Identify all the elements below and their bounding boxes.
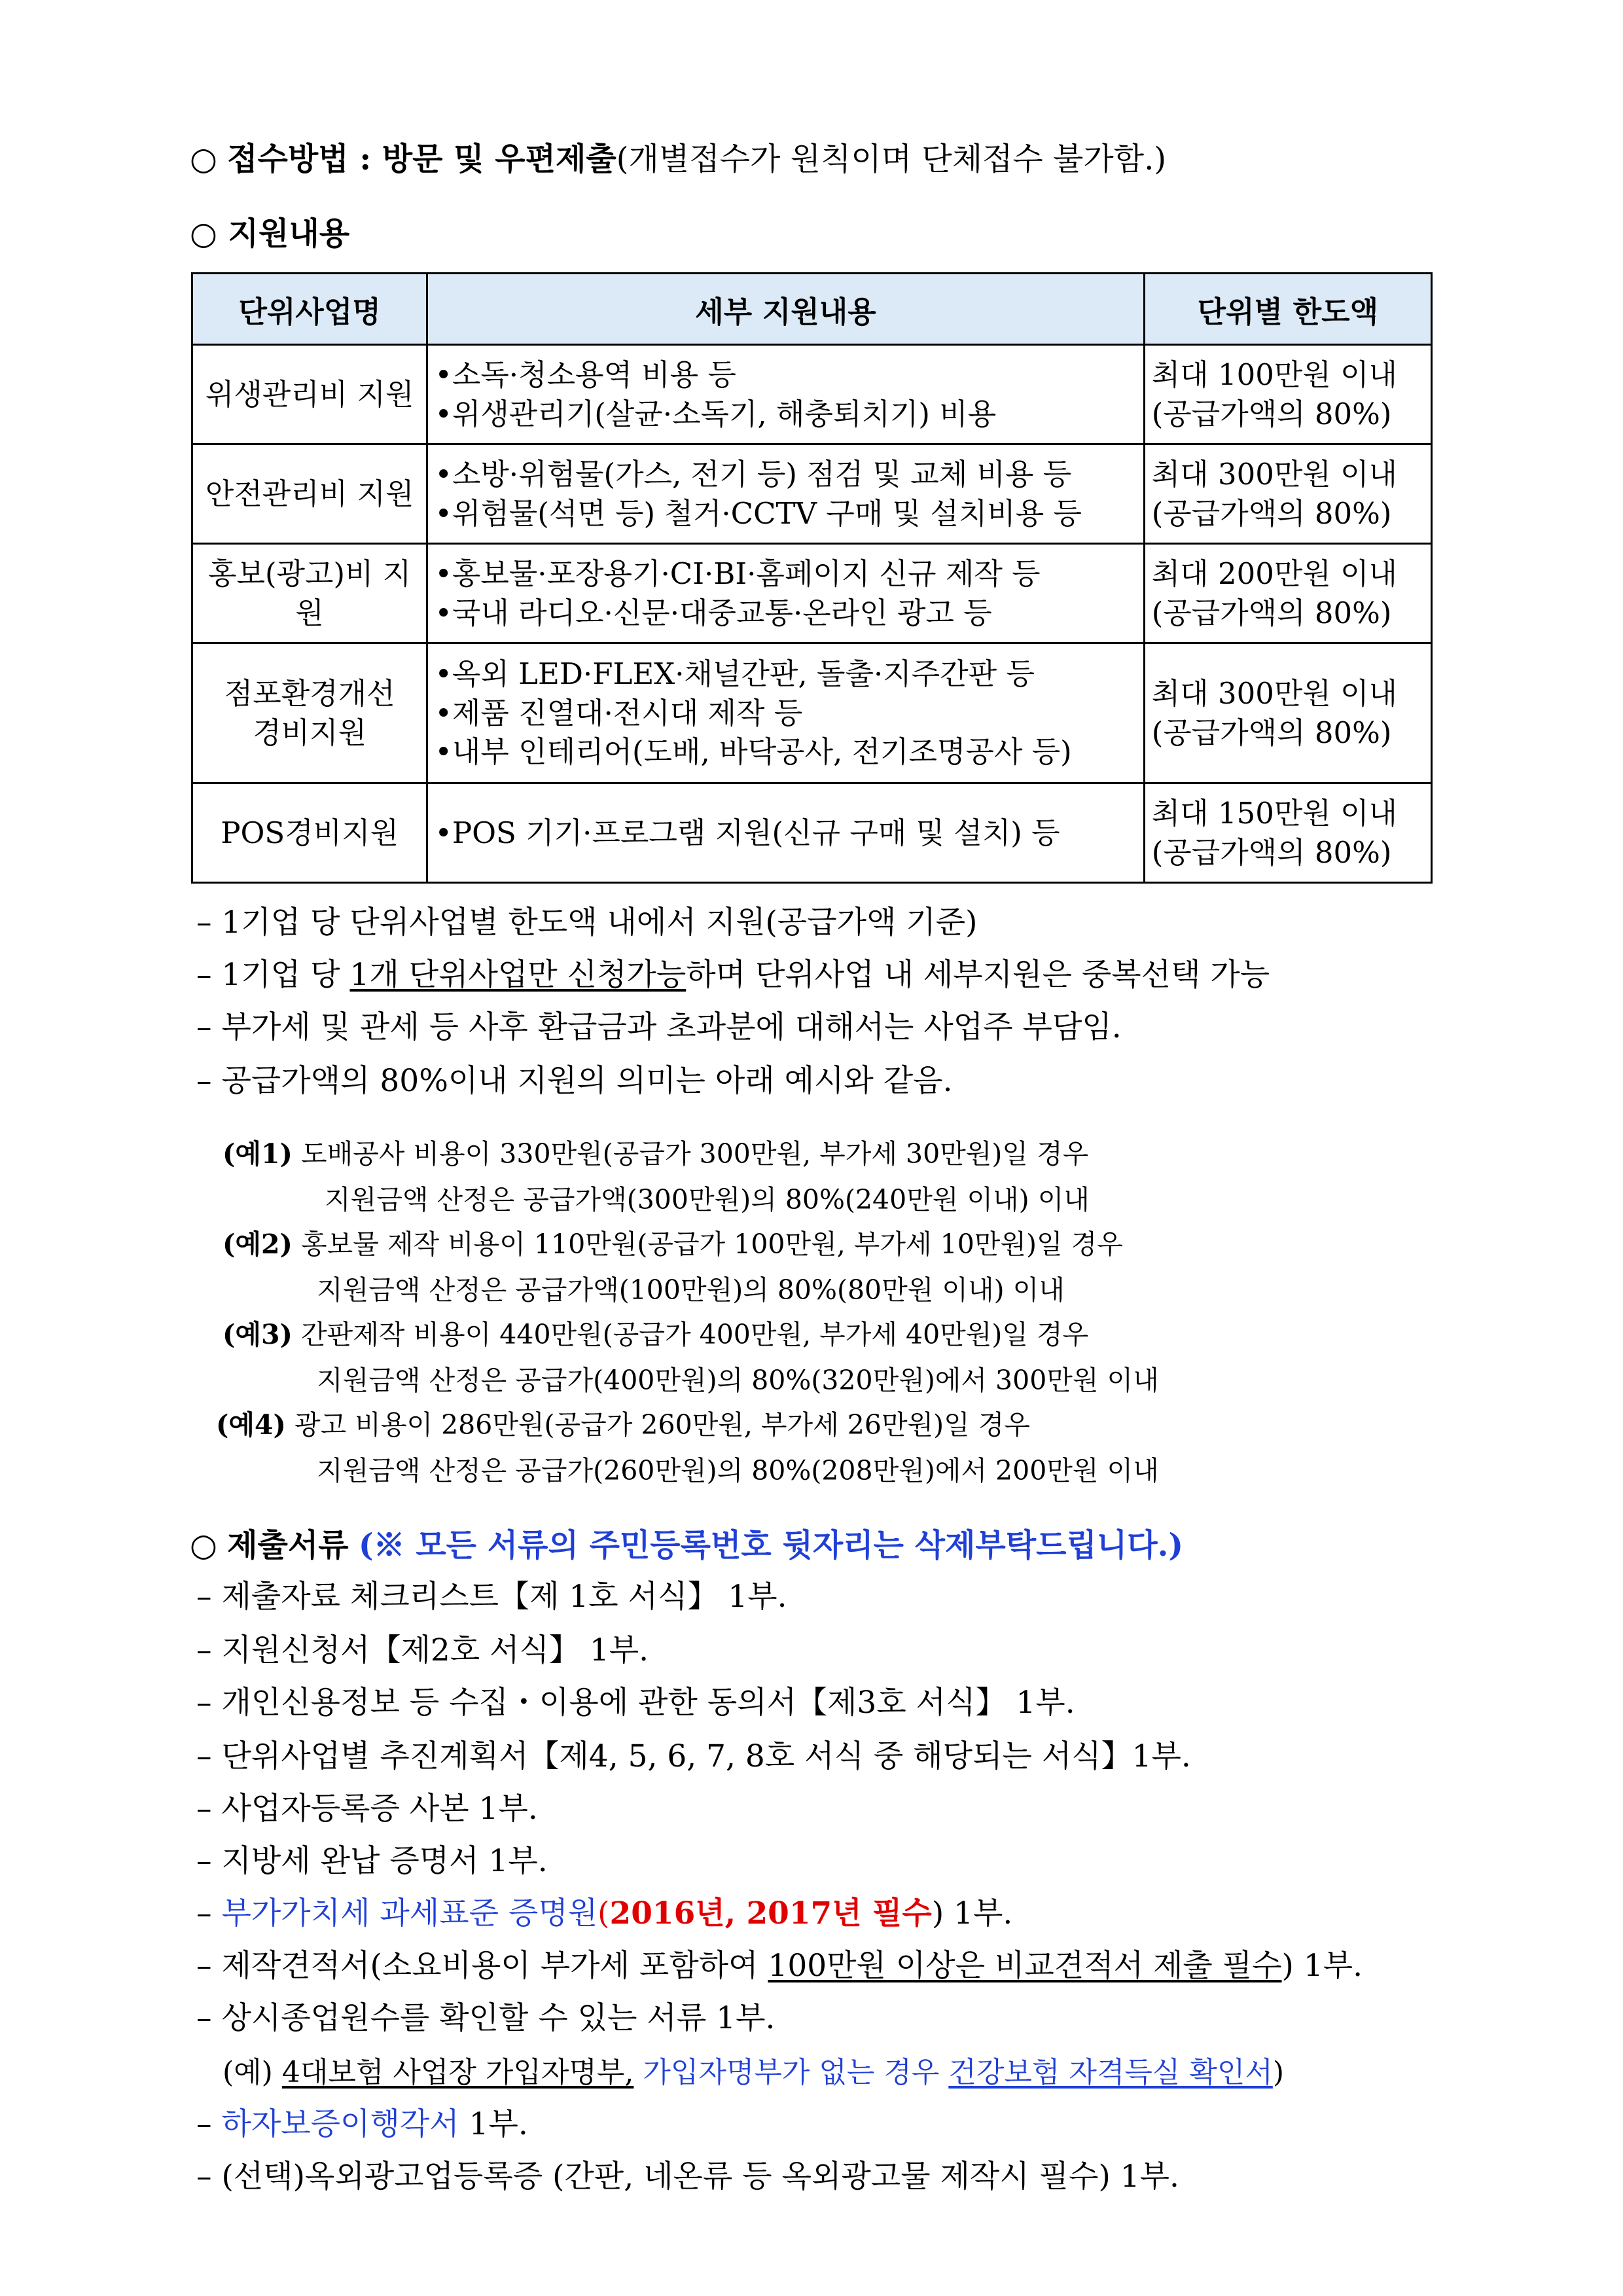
example-1-result: 지원금액 산정은 공급가액(300만원)의 80%(240만원 이내) 이내 — [325, 1184, 1090, 1215]
table-row — [192, 444, 1432, 544]
documents-heading-line — [190, 1520, 1183, 1565]
details-cell: •소독·청소용역 비용 등 •위생관리기(살균·소독기, 해충퇴치기) 비용 — [427, 345, 1144, 444]
doc-item: – 제출자료 체크리스트【제 1호 서식】 1부. — [196, 1579, 787, 1615]
limit-cell: 최대 300만원 이내 (공급가액의 80%) — [1144, 643, 1431, 783]
documents-heading: 제출서류 — [227, 1527, 349, 1564]
method-label: 접수방법 : 방문 및 우편제출 — [227, 141, 616, 177]
doc-item: – 부가가치세 과세표준 증명원(2016년, 2017년 필수) 1부. — [196, 1895, 1013, 1931]
example-4-result: 지원금액 산정은 공급가(260만원)의 80%(208만원)에서 200만원 이내 — [317, 1455, 1159, 1486]
doc-item: – 하자보증이행각서 1부. — [196, 2106, 528, 2142]
example-label: (예4) — [216, 1409, 286, 1441]
table-row — [192, 544, 1432, 643]
method-bullet: ○ — [190, 141, 228, 177]
example-line: 광고 비용이 286만원(공급가 260만원, 부가세 26만원)일 경우 — [294, 1409, 1031, 1441]
note-underline: 1개 단위사업만 신청가능 — [349, 957, 687, 993]
example-1 — [223, 1132, 1088, 1171]
example-label: (예2) — [223, 1229, 293, 1260]
table-row — [192, 345, 1432, 444]
header-limit: 단위별 한도액 — [1144, 274, 1431, 345]
limit-cell: 최대 200만원 이내 (공급가액의 80%) — [1144, 544, 1431, 643]
details-cell: •홍보물·포장용기·CI·BI·홈페이지 신규 제작 등 •국내 라디오·신문·대중교통·온라인 광고 등 — [427, 544, 1144, 643]
note-line-2: – 1기업 당 1개 단위사업만 신청가능하며 단위사업 내 세부지원은 중복선택 가능 — [196, 957, 1270, 993]
example-label: (예1) — [223, 1138, 293, 1170]
table-row — [192, 783, 1432, 883]
example-2 — [223, 1223, 1123, 1261]
support-heading: ○ 지원내용 — [190, 215, 350, 252]
doc-item: – 사업자등록증 사본 1부. — [196, 1791, 538, 1827]
details-cell: •옥외 LED·FLEX·채널간판, 돌출·지주간판 등 •제품 진열대·전시대 제작 등 •내부 인테리어(도배, 바닥공사, 전기조명공사 등) — [427, 643, 1144, 783]
doc-item: – 개인신용정보 등 수집・이용에 관한 동의서【제3호 서식】 1부. — [196, 1685, 1075, 1721]
method-line — [190, 134, 1166, 179]
documents-bullet: ○ — [190, 1527, 228, 1564]
example-line: 간판제작 비용이 440만원(공급가 400만원, 부가세 40만원)일 경우 — [300, 1319, 1089, 1350]
example-line: 도배공사 비용이 330만원(공급가 300만원, 부가세 30만원)일 경우 — [300, 1138, 1089, 1170]
unit-name-cell: 점포환경개선 경비지원 — [192, 643, 427, 783]
doc-item: – 지원신청서【제2호 서식】 1부. — [196, 1632, 649, 1668]
documents-note: (※ 모든 서류의 주민등록번호 뒷자리는 삭제부탁드립니다.) — [358, 1527, 1184, 1564]
unit-name-cell: POS경비지원 — [192, 783, 427, 883]
note-line-4: – 공급가액의 80%이내 지원의 의미는 아래 예시와 같음. — [196, 1063, 953, 1099]
doc-item: – (선택)옥외광고업등록증 (간판, 네온류 등 옥외광고물 제작시 필수) 1부. — [196, 2159, 1180, 2195]
limit-cell: 최대 150만원 이내 (공급가액의 80%) — [1144, 783, 1431, 883]
example-3 — [223, 1313, 1088, 1352]
unit-name-cell: 안전관리비 지원 — [192, 444, 427, 544]
note-line-3: – 부가세 및 관세 등 사후 환급금과 초과분에 대해서는 사업주 부담임. — [196, 1009, 1122, 1045]
unit-name-cell: 위생관리비 지원 — [192, 345, 427, 444]
table-row — [192, 643, 1432, 783]
details-cell: •POS 기기·프로그램 지원(신규 구매 및 설치) 등 — [427, 783, 1144, 883]
header-unit-name: 단위사업명 — [192, 274, 427, 345]
doc-item: – 제작견적서(소요비용이 부가세 포함하여 100만원 이상은 비교견적서 제출 필수) 1부. — [196, 1948, 1363, 1984]
example-4 — [216, 1403, 1030, 1442]
doc-item: – 지방세 완납 증명서 1부. — [196, 1843, 548, 1879]
method-note: (개별접수가 원칙이며 단체접수 불가함.) — [616, 141, 1167, 177]
note-line-1: – 1기업 당 단위사업별 한도액 내에서 지원(공급가액 기준) — [196, 905, 978, 941]
doc-subitem: (예) 4대보험 사업장 가입자명부, 가입자명부가 없는 경우 건강보험 자격득실 확인서) — [223, 2056, 1284, 2089]
support-table — [191, 272, 1433, 884]
example-label: (예3) — [223, 1319, 293, 1350]
doc-item: – 단위사업별 추진계획서【제4, 5, 6, 7, 8호 서식 중 해당되는 서식】1부. — [196, 1738, 1191, 1774]
limit-cell: 최대 300만원 이내 (공급가액의 80%) — [1144, 444, 1431, 544]
limit-cell: 최대 100만원 이내 (공급가액의 80%) — [1144, 345, 1431, 444]
unit-name-cell: 홍보(광고)비 지원 — [192, 544, 427, 643]
example-2-result: 지원금액 산정은 공급가액(100만원)의 80%(80만원 이내) 이내 — [317, 1274, 1065, 1306]
table-header-row — [192, 274, 1432, 345]
details-cell: •소방·위험물(가스, 전기 등) 점검 및 교체 비용 등 •위험물(석면 등) 철거·CCTV 구매 및 설치비용 등 — [427, 444, 1144, 544]
example-line: 홍보물 제작 비용이 110만원(공급가 100만원, 부가세 10만원)일 경우 — [300, 1229, 1123, 1260]
doc-item: – 상시종업원수를 확인할 수 있는 서류 1부. — [196, 2000, 776, 2036]
example-3-result: 지원금액 산정은 공급가(400만원)의 80%(320만원)에서 300만원 이내 — [317, 1365, 1159, 1396]
header-details: 세부 지원내용 — [427, 274, 1144, 345]
